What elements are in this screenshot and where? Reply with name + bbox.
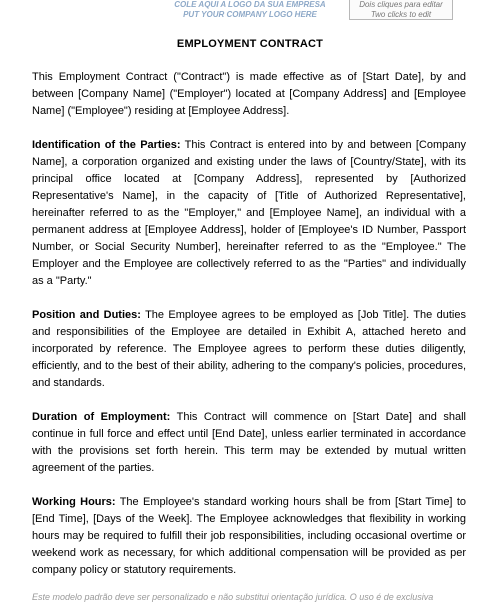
document-body — [32, 69, 466, 596]
intro-paragraph: This Employment Contract ("Contract") is made effective as of [Start Date], by and between [Company Name] ("Employer") located at [Company Address] and [Employee Name] ("Employee") residing at [Employee Address]. — [32, 71, 466, 117]
section-heading: Position and Duties: — [32, 309, 141, 321]
section-working-hours — [32, 494, 466, 579]
section-identification — [32, 137, 466, 290]
logo-placeholder-line-2: PUT YOUR COMPANY LOGO HERE — [183, 10, 317, 19]
section-heading: Identification of the Parties: — [32, 139, 181, 151]
edit-hint-line-2: Two clicks to edit — [370, 10, 432, 19]
section-heading: Duration of Employment: — [32, 411, 171, 423]
section-text: The Employee's standard working hours shall be from [Start Time] to [End Time], [Days of the Week]. The Employee acknowledges that flexibility in working hours may be required to fulfill their job responsibilities, including occasional overtime or weekend work as necessary, for which additional compensation will be provided as per company policy or statutory requirements. — [32, 496, 466, 576]
document-title: EMPLOYMENT CONTRACT — [176, 38, 324, 50]
company-logo-placeholder[interactable] — [160, 0, 340, 20]
footer-disclaimer: Este modelo padrão deve ser personalizado e não substitui orientação jurídica. O uso é de exclusiva — [32, 592, 434, 602]
section-text: This Contract is entered into by and between [Company Name], a corporation organized and existing under the laws of [Country/State], with its principal office located at [Company Address], represented by [Authorized Representative's Name], in the capacity of [Title of Authorized Representative], hereinafter referred to as the "Employer," and [Employee Name], an individual with a permanent address at [Employee Address], holder of [Employee's ID Number, Passport Number, or Social Security Number], hereinafter referred to as the "Employee." The Employer and the Employee are collectively referred to as the "Parties" and individually as a "Party." — [32, 139, 466, 287]
logo-placeholder-line-1: COLE AQUI A LOGO DA SUA EMPRESA — [174, 0, 326, 9]
section-text: This Contract will commence on [Start Date] and shall continue in full force and effect until [End Date], unless earlier terminated in accordance with the provisions set forth herein. This term may be extended by mutual written agreement of the parties. — [32, 411, 466, 474]
edit-hint-box[interactable] — [349, 0, 453, 20]
section-position-duties — [32, 307, 466, 392]
section-duration — [32, 409, 466, 477]
section-heading: Working Hours: — [32, 496, 116, 508]
edit-hint-line-1: Dois cliques para editar — [359, 0, 443, 9]
section-text: The Employee agrees to be employed as [Job Title]. The duties and responsibilities of the Employee are detailed in Exhibit A, attached hereto and incorporated by reference. The Employee agrees to perform these duties diligently, efficiently, and to the best of their ability, adhering to the company's policies, procedures, and standards. — [32, 309, 466, 389]
